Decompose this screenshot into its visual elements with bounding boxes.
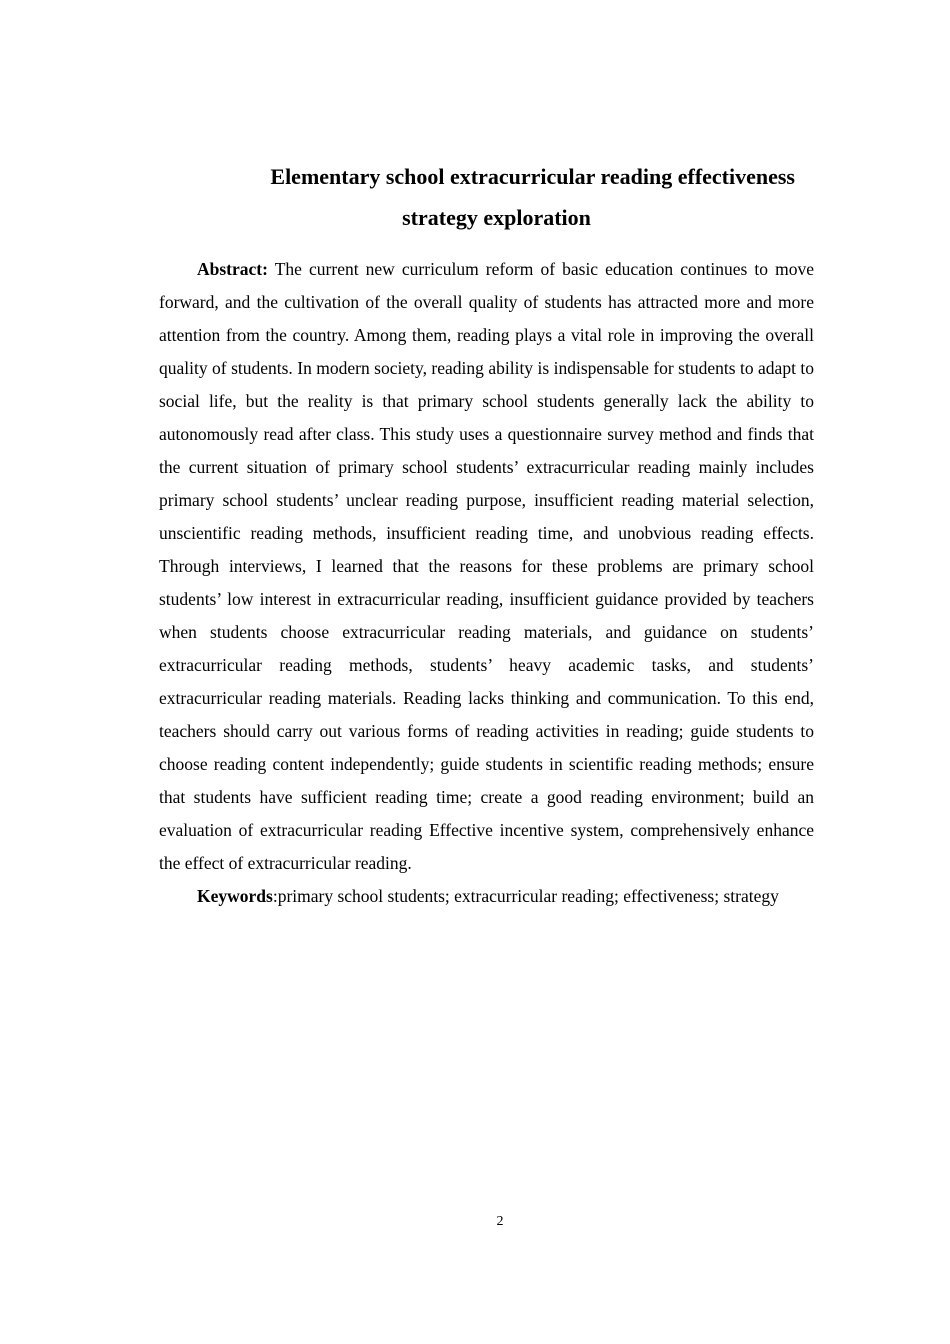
paper-title (159, 156, 814, 238)
page-number: 2 (496, 1214, 504, 1229)
abstract-paragraph (159, 253, 814, 880)
paper-title-line-2: strategy exploration (402, 205, 591, 230)
keywords-paragraph (159, 880, 814, 913)
abstract-section (159, 253, 814, 913)
keywords-label: Keywords (197, 886, 273, 906)
paper-title-line-1: Elementary school extracurricular reading effectiveness (270, 164, 795, 189)
abstract-label: Abstract: (197, 259, 268, 279)
abstract-text: The current new curriculum reform of basic education continues to move forward, and the cultivation of the overall quality of students has attracted more and more attention from the country. Among them, reading plays a vital role in improving the overall quality of students. In modern society, reading ability is indispensable for students to adapt to social life, but the reality is that primary school students generally lack the ability to autonomously read after class. This study uses a questionnaire survey method and finds that the current situation of primary school students’ extracurricular reading mainly includes primary school students’ unclear reading purpose, insufficient reading material selection, unscientific reading methods, insufficient reading time, and unobvious reading effects. Through interviews, I learned that the reasons for these problems are primary school students’ low interest in extracurricular reading, insufficient guidance provided by teachers when students choose extracurricular reading materials, and guidance on students’ extracurricular reading methods, students’ heavy academic tasks, and students’ extracurricular reading materials. Reading lacks thinking and communication. To this end, teachers should carry out various forms of reading activities in reading; guide students to choose reading content independently; guide students in scientific reading methods; ensure that students have sufficient reading time; create a good reading environment; build an evaluation of extracurricular reading Effective incentive system, comprehensively enhance the effect of extracurricular reading. (159, 259, 814, 873)
keywords-text: :primary school students; extracurricular reading; effectiveness; strategy (272, 886, 779, 906)
